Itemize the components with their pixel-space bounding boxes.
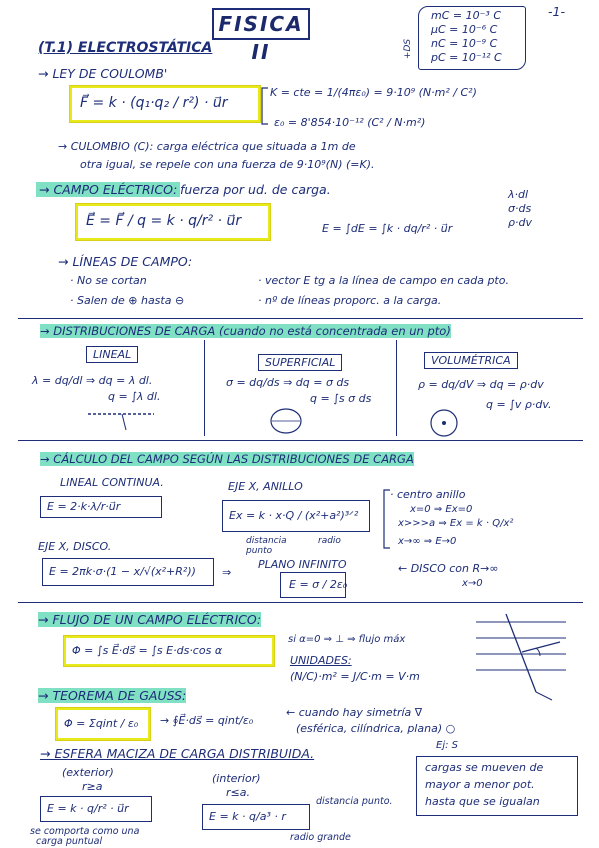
lineal-continua-formula: E = 2·k·λ/r·u⃗r <box>47 500 121 513</box>
anillo-distance-note: distancia punto <box>246 536 287 556</box>
coulomb-formula-box <box>70 86 260 122</box>
campo-formula-box <box>76 204 270 240</box>
gauss-box <box>56 708 150 740</box>
volumetrica-formula2: q = ∫v ρ·dv. <box>486 398 552 411</box>
centro-anillo-formula: x=0 ⇒ Ex=0 <box>410 504 473 515</box>
page-number: -1- <box>548 4 565 19</box>
coulombio-line1: → CULOMBIO (C): carga eléctrica que situada a 1m de <box>58 140 356 153</box>
interior-box <box>202 804 310 830</box>
divider <box>18 318 583 319</box>
divider <box>18 440 583 441</box>
exterior-label: (exterior) <box>62 766 114 779</box>
exterior-note-2: carga puntual <box>36 836 103 847</box>
volumetrica-label: VOLUMÉTRICA <box>424 352 518 369</box>
plano-box <box>280 572 346 598</box>
anillo-box <box>222 500 370 532</box>
lineal-label: LINEAL <box>86 346 138 363</box>
anillo-radius-note: radio <box>318 536 341 546</box>
lineal-formula2: q = ∫λ dl. <box>108 390 161 403</box>
unit-pc: pC = 10⁻¹² C <box>431 51 502 64</box>
arrow-icon: ⇒ <box>222 566 232 579</box>
lineal-continua-label: LINEAL CONTINUA. <box>60 476 164 489</box>
interior-distance-note: distancia punto. <box>316 796 393 807</box>
plano-formula: E = σ / 2ε₀ <box>289 578 348 591</box>
centro-anillo-label: · centro anillo <box>390 488 466 501</box>
disco-note-2: x→0 <box>462 578 483 589</box>
disco-note: ← DISCO con R→∞ <box>398 562 499 575</box>
campo-option-sigma: σ·ds <box>508 202 532 215</box>
plano-infinito-label: PLANO INFINITO <box>258 558 347 571</box>
gauss-formula: Φ = Σqint / ε₀ <box>64 717 139 730</box>
lineas-item2: · vector E tg a la línea de campo en cada pto. <box>258 274 509 287</box>
exterior-note-1: se comporta como una <box>30 826 140 837</box>
unidades-formula: (N/C)·m² = J/C·m = V·m <box>290 670 420 683</box>
flux-diagram-icon <box>466 612 576 702</box>
line-charge-icon <box>86 404 156 434</box>
column-divider <box>396 340 397 436</box>
cargas-note-line1: cargas se mueven de <box>425 761 544 774</box>
distribuciones-heading: → DISTRIBUCIONES DE CARGA (cuando no está concentrada en un pto) <box>40 324 451 338</box>
exterior-formula: E = k · q/r² · u⃗r <box>47 802 129 815</box>
interior-radius-note: radio grande <box>290 832 351 843</box>
units-side-label: +DS <box>403 38 414 60</box>
lineas-item3: · Salen de ⊕ hasta ⊖ <box>70 294 185 307</box>
gauss-example: Ej: S <box>436 740 458 751</box>
exterior-box <box>40 796 152 822</box>
units-box <box>418 6 526 70</box>
page-title: FISICA II <box>212 8 310 40</box>
brace-icon <box>258 86 270 126</box>
lineas-heading: → LÍNEAS DE CAMPO: <box>58 254 193 269</box>
cargas-note-line3: hasta que se igualan <box>425 795 540 808</box>
interior-formula: E = k · q/a³ · r <box>209 810 286 823</box>
coulomb-law-heading: → LEY DE COULOMB' <box>38 66 168 81</box>
superficial-formula2: q = ∫s σ ds <box>310 392 372 405</box>
campo-formula: E⃗ = F⃗ / q = k · q/r² · u⃗r <box>86 213 242 229</box>
section-t1-heading: (T.1) ELECTROSTÁTICA <box>38 40 213 56</box>
campo-option-rho: ρ·dv <box>508 216 532 229</box>
lineal-continua-box <box>40 496 162 518</box>
coulomb-formula: F⃗ = k · (q₁·q₂ / r²) · u⃗r <box>80 95 228 111</box>
flujo-box <box>64 636 274 666</box>
flujo-heading: → FLUJO DE UN CAMPO ELÉCTRICO: <box>38 612 262 627</box>
k-definition: K = cte = 1/(4πε₀) = 9·10⁹ (N·m² / C²) <box>270 86 477 99</box>
lineas-item4: · nº de líneas proporc. a la carga. <box>258 294 442 307</box>
campo-integral: E = ∫dE = ∫k · dq/r² · u⃗r <box>322 222 453 235</box>
eps-definition: ε₀ = 8'854·10⁻¹² (C² / N·m²) <box>274 116 426 129</box>
eje-disco-label: EJE X, DISCO. <box>38 540 112 553</box>
eje-anillo-label: EJE X, ANILLO <box>228 480 303 493</box>
cargas-note-line2: mayor a menor pot. <box>425 778 535 791</box>
far-field-formula: x>>>a ⇒ Ex = k · Q/x² <box>398 518 514 529</box>
gauss-note-2: (esférica, cilíndrica, plana) ○ <box>296 722 456 735</box>
flujo-formula: Φ = ∫s E⃗·ds⃗ = ∫s E·ds·cos α <box>72 644 223 657</box>
infinity-formula: x→∞ ⇒ E→0 <box>398 536 457 547</box>
unit-nc: nC = 10⁻⁹ C <box>431 37 498 50</box>
lineas-item1: · No se cortan <box>70 274 147 287</box>
disco-formula: E = 2πk·σ·(1 − x/√(x²+R²)) <box>49 565 196 578</box>
column-divider <box>204 340 205 436</box>
esfera-heading: → ESFERA MACIZA DE CARGA DISTRIBUIDA. <box>40 746 315 761</box>
unit-mc: mC = 10⁻³ C <box>431 9 501 22</box>
gauss-heading: → TEOREMA DE GAUSS: <box>38 688 187 703</box>
calculo-heading: → CÁLCULO DEL CAMPO SEGÚN LAS DISTRIBUCIONES DE CARGA <box>40 452 414 466</box>
campo-heading: → CAMPO ELÉCTRICO: <box>36 182 180 197</box>
volume-charge-icon <box>426 408 462 438</box>
brace-icon <box>380 488 392 550</box>
exterior-condition: r≥a <box>82 780 103 793</box>
disco-box <box>42 558 214 586</box>
gauss-integral: → ∮E⃗·ds⃗ = qint/ε₀ <box>160 714 254 727</box>
flujo-note: si α=0 ⇒ ⊥ ⇒ flujo máx <box>288 634 406 645</box>
gauss-note-1: ← cuando hay simetría ∇ <box>286 706 423 719</box>
anillo-formula: Ex = k · x·Q / (x²+a²)³ᐟ² <box>229 509 359 522</box>
surface-charge-icon <box>268 406 304 436</box>
divider <box>18 602 583 603</box>
volumetrica-formula1: ρ = dq/dV ⇒ dq = ρ·dv <box>418 378 544 391</box>
superficial-label: SUPERFICIAL <box>258 354 342 371</box>
unit-uc: μC = 10⁻⁶ C <box>431 23 498 36</box>
coulombio-line2: otra igual, se repele con una fuerza de 9·10⁹(N) (=K). <box>80 158 375 171</box>
campo-description: fuerza por ud. de carga. <box>180 182 331 197</box>
superficial-formula1: σ = dq/ds ⇒ dq = σ ds <box>226 376 350 389</box>
campo-option-lambda: λ·dl <box>508 188 529 201</box>
interior-condition: r≤a. <box>226 786 250 799</box>
cargas-note-box <box>416 756 578 816</box>
interior-label: (interior) <box>212 772 261 785</box>
unidades-label: UNIDADES: <box>290 654 352 667</box>
lineal-formula1: λ = dq/dl ⇒ dq = λ dl. <box>32 374 153 387</box>
